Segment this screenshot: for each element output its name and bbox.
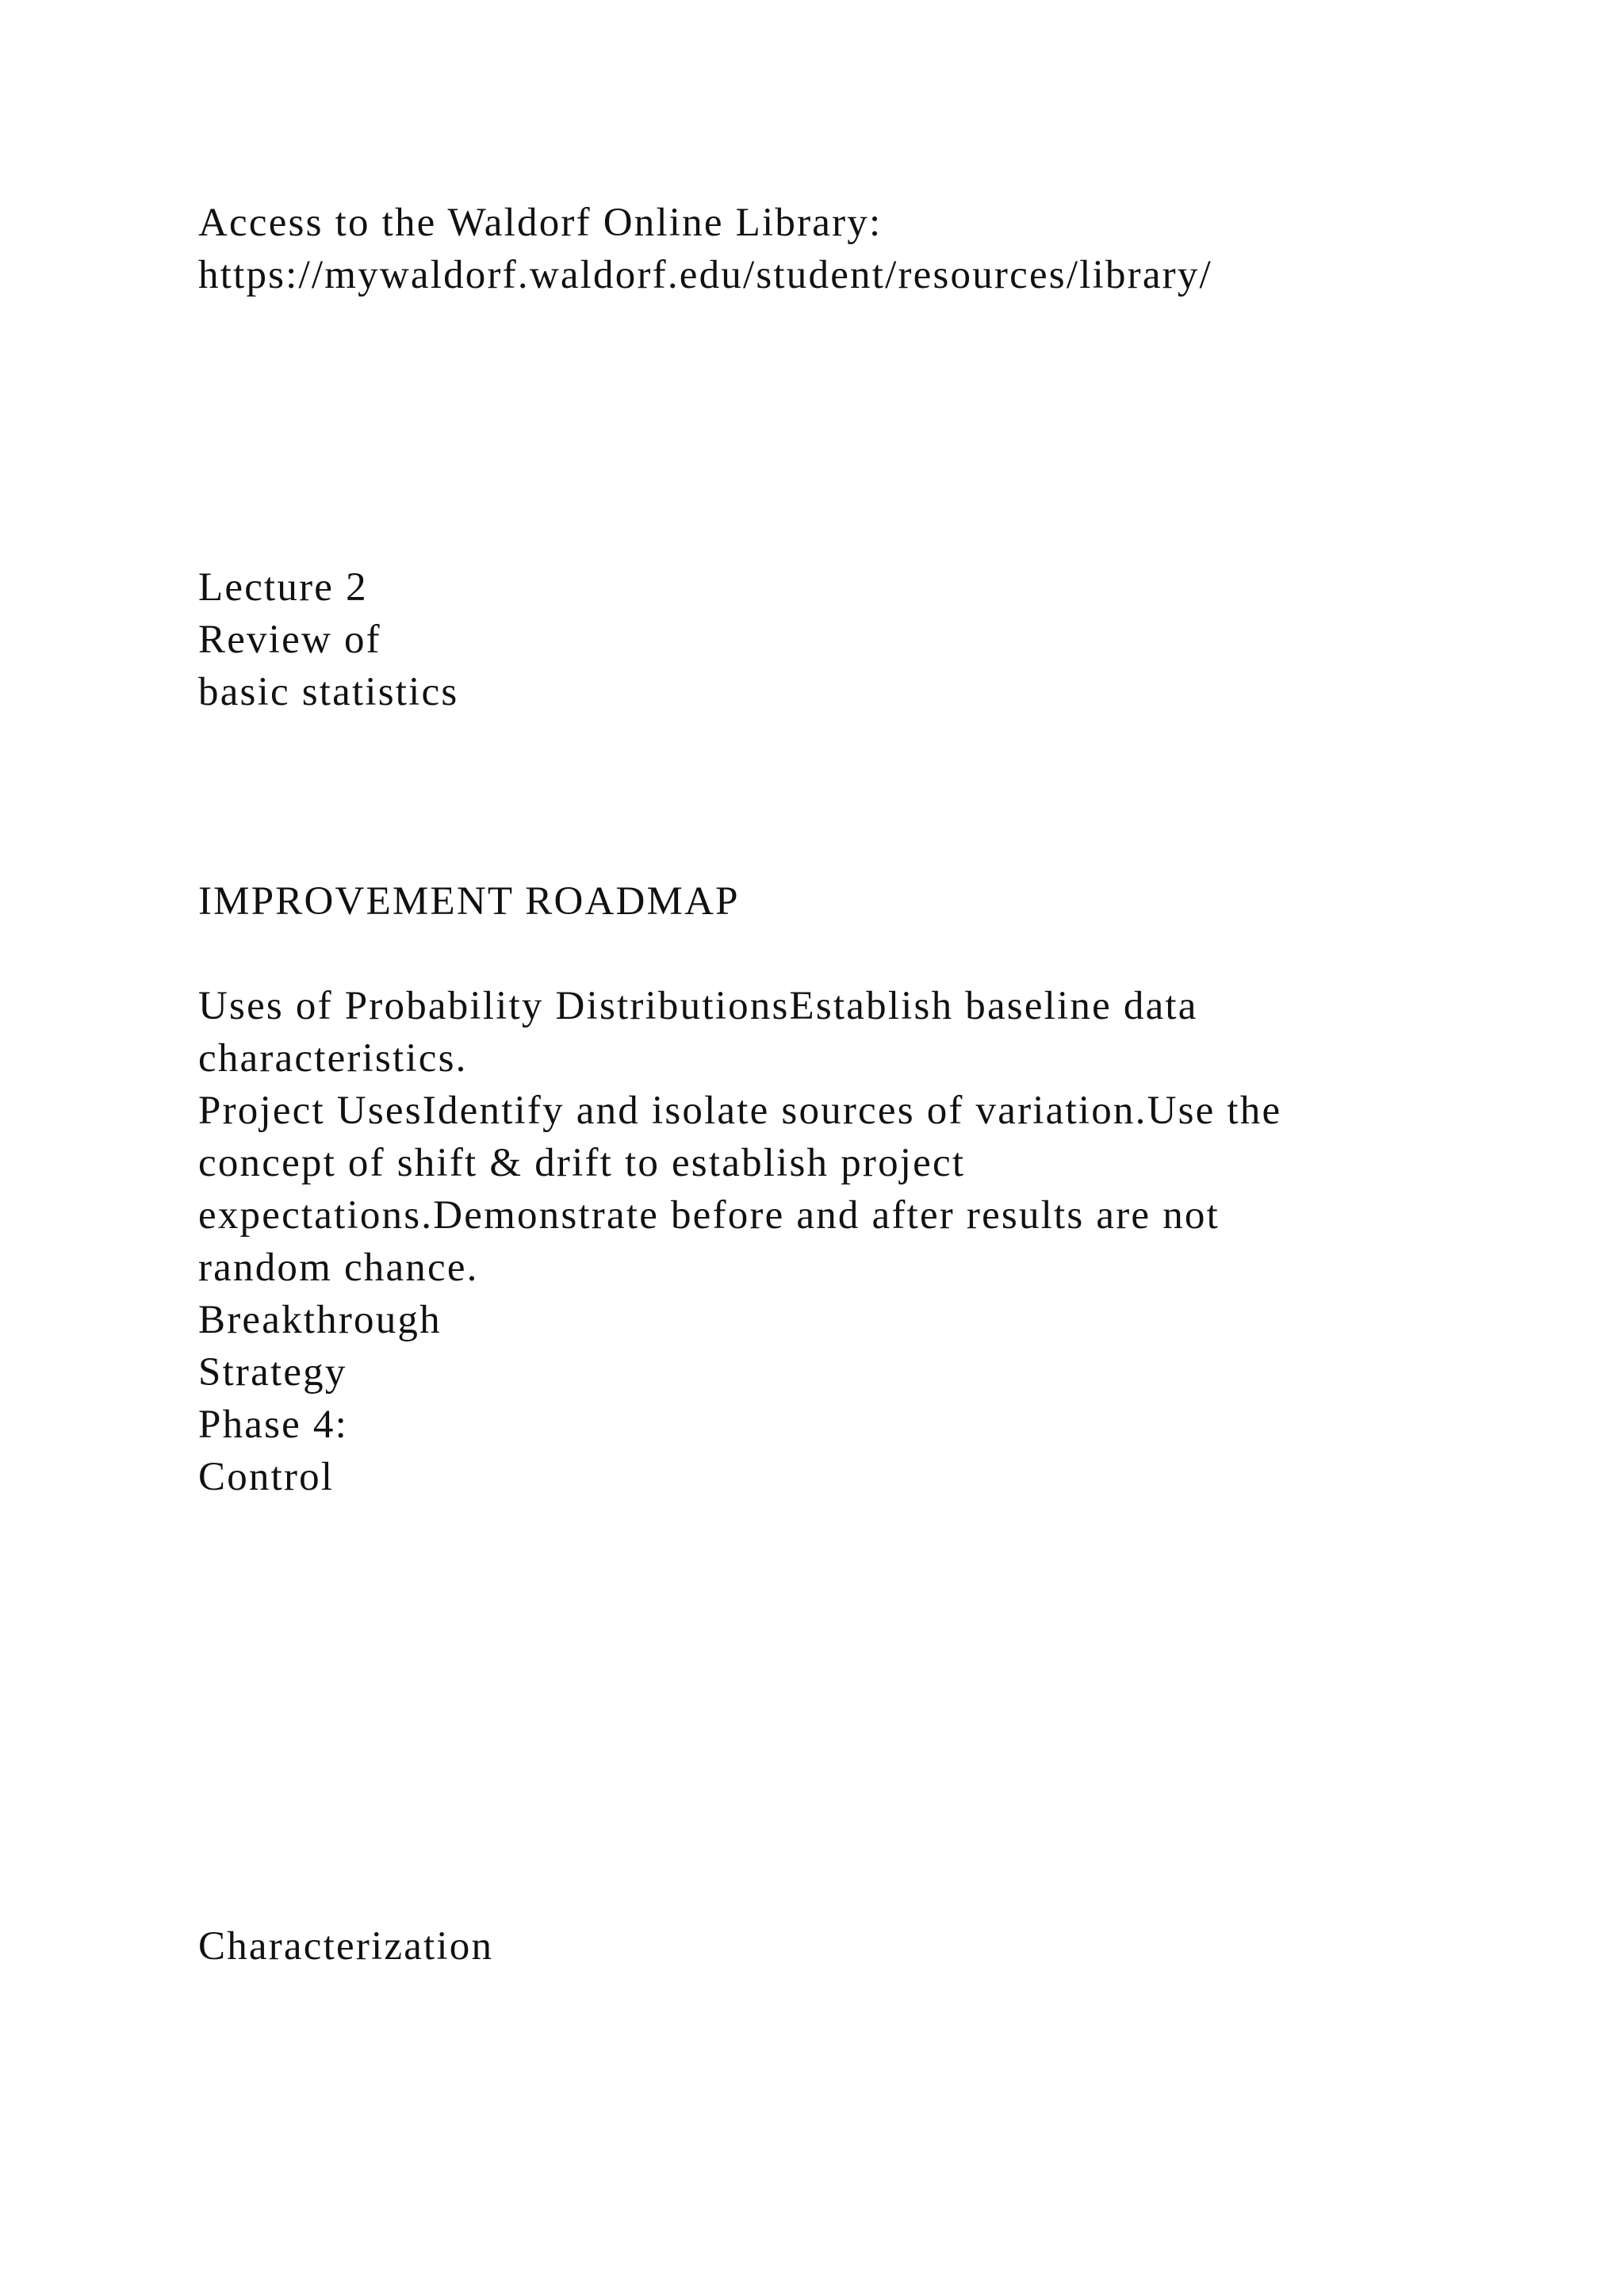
roadmap-heading: IMPROVEMENT ROADMAP (198, 879, 740, 924)
lecture-title-line-2: basic statistics (198, 670, 459, 714)
roadmap-line: Phase 4: (198, 1402, 349, 1447)
library-access-text: Access to the Waldorf Online Library: (198, 201, 883, 245)
roadmap-line: Control (198, 1455, 335, 1499)
roadmap-line: characteristics. (198, 1036, 468, 1081)
roadmap-line: concept of shift & drift to establish project (198, 1141, 966, 1185)
roadmap-line: Uses of Probability DistributionsEstablish baseline data (198, 984, 1198, 1028)
roadmap-line: expectations.Demonstrate before and after results are not (198, 1193, 1220, 1238)
library-url-text: https://mywaldorf.waldorf.edu/student/resources/library/ (198, 253, 1212, 297)
lecture-number: Lecture 2 (198, 565, 368, 610)
roadmap-line: Strategy (198, 1350, 347, 1395)
lecture-title-line-1: Review of (198, 618, 381, 662)
characterization-text: Characterization (198, 1924, 494, 1969)
roadmap-line: random chance. (198, 1246, 479, 1290)
roadmap-line: Breakthrough (198, 1298, 442, 1342)
roadmap-line: Project UsesIdentify and isolate sources of variation.Use the (198, 1089, 1282, 1133)
